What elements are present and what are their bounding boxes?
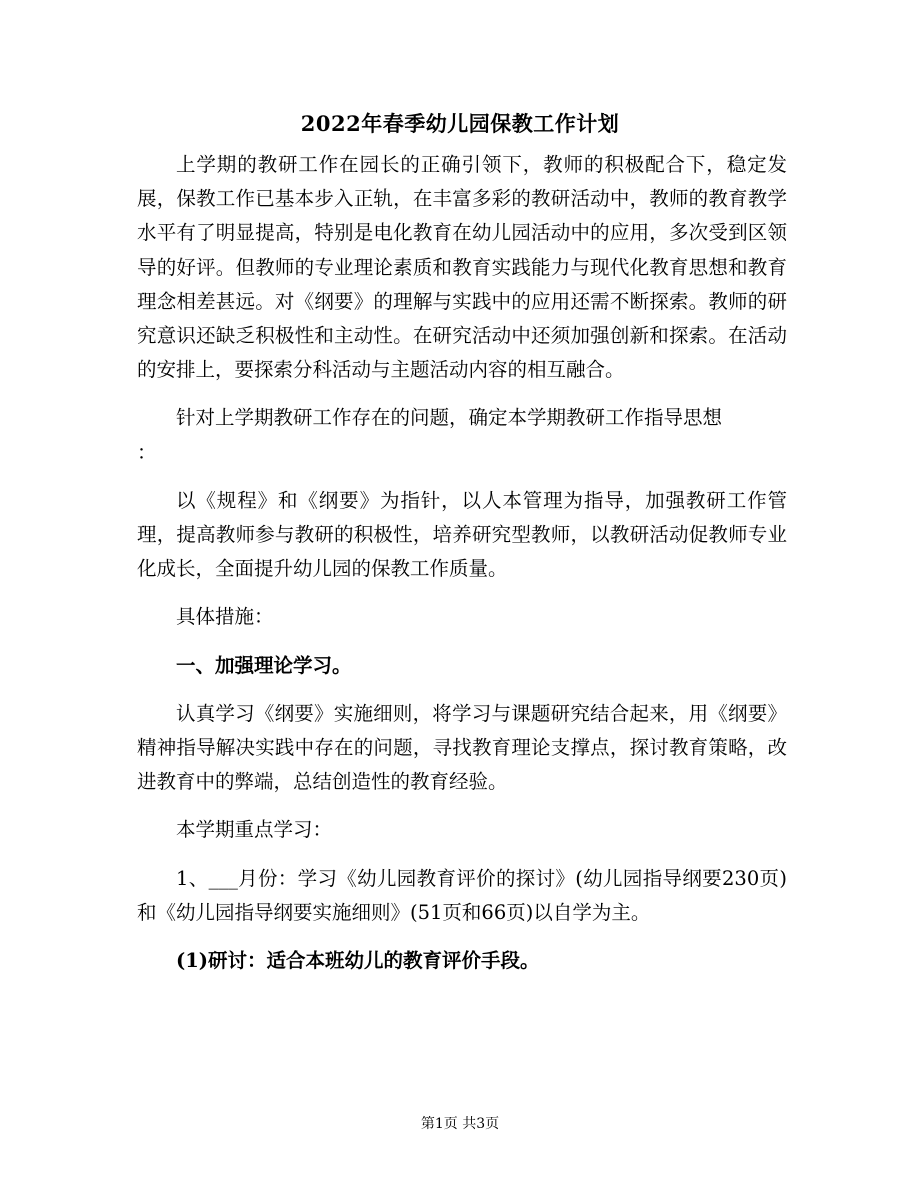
- section-heading-theory: 一、加强理论学习。: [176, 653, 352, 677]
- paragraph-intro: 上学期的教研工作在园长的正确引领下，教师的积极配合下，稳定发展，保教工作已基本步入正轨，在丰富多彩的教研活动中，教师的教育教学水平有了明显提高，特别是电化教育在幼儿园活动中的应用，多次受到区领导的好评。但教师的专业理论素质和教育实践能力与现代化教育思想和教育理念相差甚远。对《纲要》的理解与实践中的应用还需不断探索。教师的研究意识还缺乏积极性和主动性。在研究活动中还须加强创新和探索。在活动的安排上，要探索分科活动与主题活动内容的相互融合。: [137, 153, 787, 382]
- paragraph-guiding-thought: 针对上学期教研工作存在的问题，确定本学期教研工作指导思想: [176, 406, 723, 430]
- paragraph-study-outline: 认真学习《纲要》实施细则，将学习与课题研究结合起来，用《纲要》精神指导解决实践中存在的问题，寻找教育理论支撑点，探讨教育策略，改进教育中的弊端，总结创造性的教育经验。: [137, 701, 787, 794]
- paragraph-colon: ：: [137, 440, 157, 464]
- paragraph-discussion: (1)研讨：适合本班幼儿的教育评价手段。: [176, 949, 540, 973]
- paragraph-principles: 以《规程》和《纲要》为指针，以人本管理为指导，加强教研工作管理，提高教师参与教研的积极性，培养研究型教师，以教研活动促教师专业化成长，全面提升幼儿园的保教工作质量。: [137, 488, 787, 581]
- paragraph-measures-heading: 具体措施：: [176, 605, 274, 629]
- document-body: [137, 148, 787, 978]
- paragraph-key-study: 本学期重点学习：: [176, 818, 333, 842]
- paragraph-month-item: 1、___月份：学习《幼儿园教育评价的探讨》(幼儿园指导纲要230页)和《幼儿园指导纲要实施细则》(51页和66页)以自学为主。: [137, 866, 787, 924]
- document-title: 2022年春季幼儿园保教工作计划: [300, 111, 620, 136]
- page-footer: 第1页 共3页: [420, 1116, 500, 1132]
